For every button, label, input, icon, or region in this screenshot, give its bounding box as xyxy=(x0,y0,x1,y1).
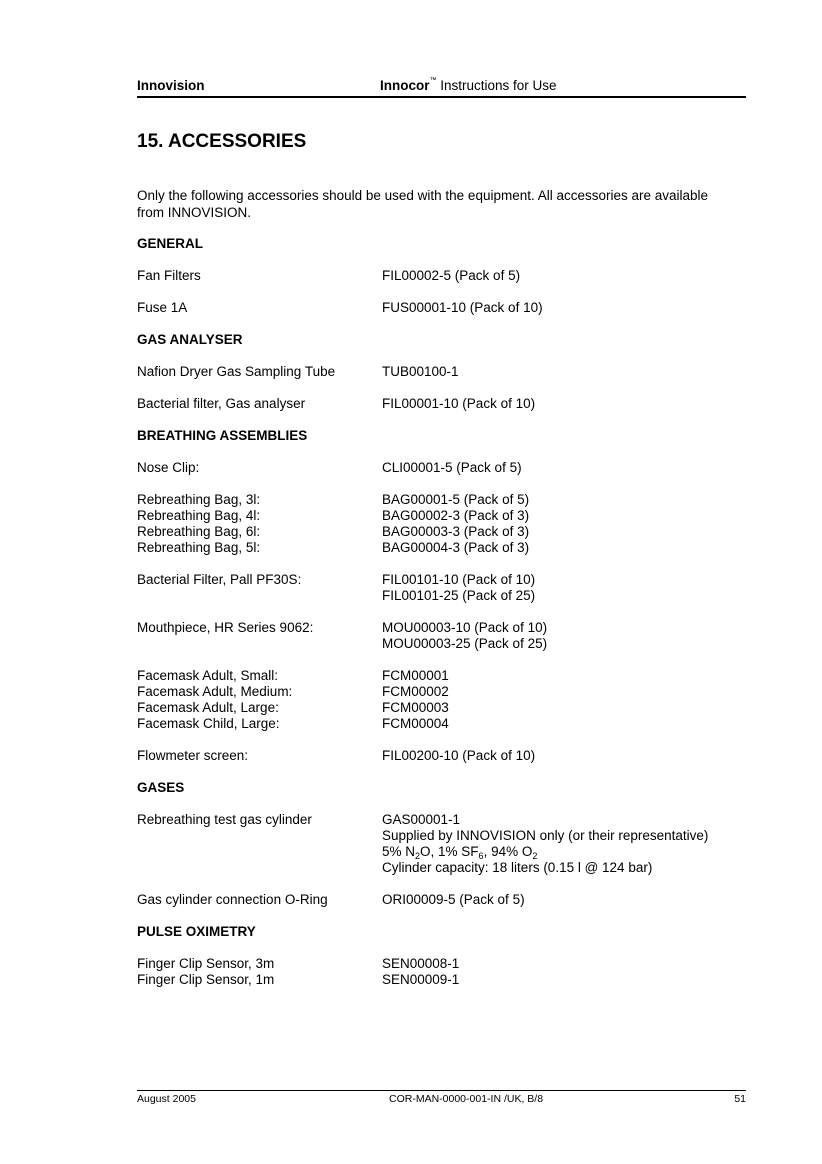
page-title: 15. ACCESSORIES xyxy=(137,131,307,152)
item-code: FIL00101-25 (Pack of 25) xyxy=(382,588,536,603)
gas-mixture xyxy=(382,844,746,860)
list-item xyxy=(137,268,746,284)
item-name: Facemask Adult, Small: xyxy=(137,668,279,683)
item-details xyxy=(382,812,746,876)
item-code: BAG00004-3 (Pack of 3) xyxy=(382,540,530,555)
header-company: Innovision xyxy=(137,78,205,93)
item-codes xyxy=(382,668,746,732)
item-names xyxy=(137,492,382,556)
item-name: Facemask Child, Large: xyxy=(137,716,280,731)
page-footer xyxy=(137,1090,746,1107)
gas-mix-text: O, 1% SF xyxy=(420,844,479,859)
subscript: 2 xyxy=(415,851,421,861)
section-heading-general: GENERAL xyxy=(137,236,204,251)
page-header xyxy=(137,78,746,98)
item-name: Rebreathing test gas cylinder xyxy=(137,812,312,827)
list-item xyxy=(137,492,746,556)
section-heading-gases: GASES xyxy=(137,780,185,795)
header-product: Innocor xyxy=(380,78,430,93)
footer-doc-ref: COR-MAN-0000-001-IN /UK, B/8 xyxy=(389,1093,544,1105)
item-code: BAG00002-3 (Pack of 3) xyxy=(382,508,530,523)
subscript: 2 xyxy=(532,851,538,861)
subscript: 6 xyxy=(478,851,484,861)
item-codes xyxy=(382,572,746,604)
item-code: FIL00002-5 (Pack of 5) xyxy=(382,268,521,283)
trademark-symbol: ™ xyxy=(429,77,437,84)
item-code: GAS00001-1 xyxy=(382,812,461,827)
accessories-list xyxy=(137,236,746,1004)
item-name: Rebreathing Bag, 6l: xyxy=(137,524,261,539)
list-item xyxy=(137,812,746,876)
list-item xyxy=(137,748,746,764)
list-item xyxy=(137,364,746,380)
list-item xyxy=(137,620,746,652)
section-heading-breathing-assemblies: BREATHING ASSEMBLIES xyxy=(137,428,308,443)
item-codes xyxy=(382,620,746,652)
item-code: SEN00009-1 xyxy=(382,972,460,987)
item-name: Nafion Dryer Gas Sampling Tube xyxy=(137,364,336,379)
item-code: FIL00101-10 (Pack of 10) xyxy=(382,572,536,587)
item-name: Mouthpiece, HR Series 9062: xyxy=(137,620,314,635)
item-code: FUS00001-10 (Pack of 10) xyxy=(382,300,543,315)
list-item xyxy=(137,300,746,316)
item-code: FIL00001-10 (Pack of 10) xyxy=(382,396,536,411)
list-item xyxy=(137,668,746,732)
item-code: FCM00001 xyxy=(382,668,449,683)
item-code: MOU00003-10 (Pack of 10) xyxy=(382,620,548,635)
footer-date: August 2005 xyxy=(137,1093,196,1105)
list-item xyxy=(137,892,746,908)
section-heading-gas-analyser: GAS ANALYSER xyxy=(137,332,243,347)
item-names xyxy=(137,668,382,732)
item-name: Facemask Adult, Medium: xyxy=(137,684,293,699)
item-code: FCM00002 xyxy=(382,684,449,699)
item-codes xyxy=(382,956,746,988)
cylinder-capacity: Cylinder capacity: 18 liters (0.15 l @ 124 bar) xyxy=(382,860,653,875)
item-name: Facemask Adult, Large: xyxy=(137,700,279,715)
intro-paragraph: Only the following accessories should be used with the equipment. All accessories are available from INNOVISION. xyxy=(137,188,709,220)
item-name: Rebreathing Bag, 4l: xyxy=(137,508,261,523)
item-code: MOU00003-25 (Pack of 25) xyxy=(382,636,548,651)
item-name: Fuse 1A xyxy=(137,300,188,315)
list-item xyxy=(137,460,746,476)
gas-mix-text: 5% N xyxy=(382,844,416,859)
section-heading-pulse-oximetry: PULSE OXIMETRY xyxy=(137,924,256,939)
item-code: BAG00001-5 (Pack of 5) xyxy=(382,492,530,507)
supplier-note: Supplied by INNOVISION only (or their representative) xyxy=(382,828,709,843)
list-item xyxy=(137,956,746,988)
item-code: FCM00004 xyxy=(382,716,449,731)
item-names xyxy=(137,956,382,988)
page-number: 51 xyxy=(734,1093,746,1105)
gas-mix-text: , 94% O xyxy=(483,844,533,859)
item-code: ORI00009-5 (Pack of 5) xyxy=(382,892,525,907)
item-name: Rebreathing Bag, 5l: xyxy=(137,540,261,555)
item-name: Nose Clip: xyxy=(137,460,200,475)
item-code: TUB00100-1 xyxy=(382,364,459,379)
item-codes xyxy=(382,492,746,556)
item-name: Rebreathing Bag, 3l: xyxy=(137,492,261,507)
header-doc-title: Instructions for Use xyxy=(436,78,557,93)
item-name: Gas cylinder connection O-Ring xyxy=(137,892,328,907)
item-name: Bacterial Filter, Pall PF30S: xyxy=(137,572,302,587)
header-title xyxy=(380,78,557,93)
list-item xyxy=(137,572,746,604)
item-code: FIL00200-10 (Pack of 10) xyxy=(382,748,536,763)
item-code: BAG00003-3 (Pack of 3) xyxy=(382,524,530,539)
item-name: Finger Clip Sensor, 3m xyxy=(137,956,275,971)
item-name: Fan Filters xyxy=(137,268,201,283)
item-code: CLI00001-5 (Pack of 5) xyxy=(382,460,522,475)
item-name: Finger Clip Sensor, 1m xyxy=(137,972,275,987)
item-name: Bacterial filter, Gas analyser xyxy=(137,396,306,411)
item-code: FCM00003 xyxy=(382,700,449,715)
item-code: SEN00008-1 xyxy=(382,956,460,971)
list-item xyxy=(137,396,746,412)
item-name: Flowmeter screen: xyxy=(137,748,249,763)
